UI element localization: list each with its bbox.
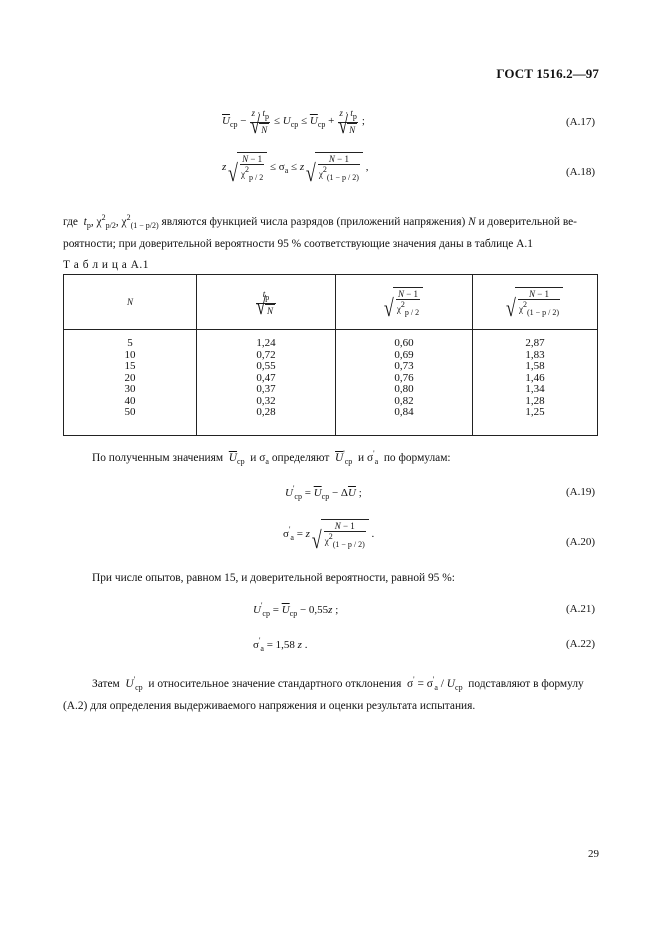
equation-a18: z √ $\frac{N - 1}{\chi 2p / 2}$ ≤ $\sigma_a \le z$ √ $\frac{N - 1}{\chi 2(1 - p / 2)}$ ,	[222, 152, 368, 183]
equation-a20: $\sigma'_a = z$ √ $\frac{N - 1}{\chi 2(1 - p / 2)}$ .	[283, 519, 374, 550]
equation-a21: $U'_{ср} = \overline{U}_{ср} - 0,55z$ ;	[253, 601, 339, 618]
col-chi-p2: 0,60 0,69 0,73 0,76 0,80 0,82 0,84	[336, 330, 473, 436]
paragraph-3: Затем $U'_{ср}$ и относительное значение стандартного отклонения $\sigma' = \sigma'_a / U_{ср}$ подставляют в формулу (А.2) для определения выдерживаемого напряжения и оценки результата испытания.	[63, 675, 584, 712]
header-tp: tp √ N	[197, 275, 336, 330]
equation-number-a18: (А.18)	[565, 166, 595, 178]
header-n: N	[64, 275, 197, 330]
equation-number-a17: (А.17)	[565, 116, 595, 128]
col-chi-1p2: 2,87 1,83 1,58 1,46 1,34 1,28 1,25	[473, 330, 598, 436]
where-paragraph: где $t_p$, $\chi^2_{p/2}$, $\chi^2_{(1 - p/2)}$ являются функцией числа разрядов (приложений напряжения) N и доверительной ве- роятности; при доверительной вероятности 95 % соответствующие значения даны в таблице А.1	[63, 213, 577, 250]
equation-a19: $U'_{ср} = \overline{U}_{ср} - \Delta\overline{U}$ ;	[285, 484, 362, 501]
col-tp: 1,24 0,72 0,55 0,47 0,37 0,32 0,28	[197, 330, 336, 436]
equation-a22: $\sigma'_a = 1,58$ z .	[253, 636, 308, 653]
header-chi-p2: √ $\frac{N - 1}{\chi 2p / 2}$	[336, 275, 473, 330]
header-chi-1p2: √ $\frac{N - 1}{\chi 2(1 - p / 2)}$	[473, 275, 598, 330]
paragraph-2: При числе опытов, равном 15, и доверительной вероятности, равной 95 %:	[92, 572, 455, 584]
paragraph-1: По полученным значениям $\overline{U}_{ср}$ и $\sigma_a$ определяют $\overline{U}'_{ср}$ и $\sigma'_a$ по формулам:	[92, 449, 451, 466]
equation-number-a20: (А.20)	[565, 536, 595, 548]
col-n: 5 10 15 20 30 40 50	[64, 330, 197, 436]
equation-number-a21: (А.21)	[565, 603, 595, 615]
equation-number-a19: (А.19)	[565, 486, 595, 498]
table-caption: Т а б л и ц а А.1	[63, 259, 149, 271]
table-row	[64, 330, 598, 436]
equation-a17: $\overline{U}_{ср}$ − z · tp √ N ≤ $U_{ср} \le \overline{U}_{ср}$ + z · tp √ N ;	[222, 108, 365, 135]
equation-number-a22: (А.22)	[565, 638, 595, 650]
standard-header: ГОСТ 1516.2—97	[496, 66, 599, 81]
table-header-row	[64, 275, 598, 330]
page-number: 29	[588, 848, 599, 860]
data-table	[63, 274, 598, 436]
